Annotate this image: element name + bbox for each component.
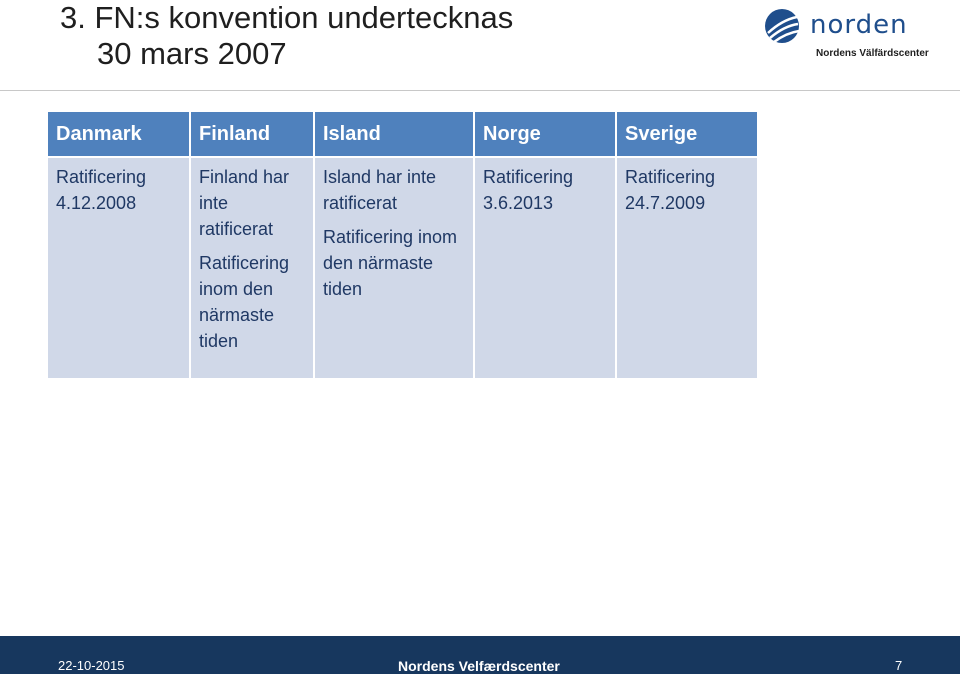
header-norge: Norge: [474, 112, 616, 157]
cell-sverige: [616, 157, 758, 378]
header-sverige: Sverige: [616, 112, 758, 157]
cell-danmark: [48, 157, 190, 378]
page-number: 7: [895, 658, 903, 673]
table-header-row: [48, 112, 758, 157]
footer-date: 22-10-2015: [58, 658, 125, 673]
slide-footer: [0, 636, 960, 674]
slide-title: [60, 0, 513, 72]
cell-finland: [190, 157, 314, 378]
ratification-table: [48, 112, 759, 378]
cell-text: Finland har inte ratificerat: [199, 167, 290, 239]
norden-logo: [764, 8, 944, 64]
cell-text: Ratificering inom den närmaste tiden: [199, 253, 290, 351]
header-finland: Finland: [190, 112, 314, 157]
cell-island: [314, 157, 474, 378]
header-danmark: Danmark: [48, 112, 190, 157]
header-divider: [0, 90, 960, 91]
title-line-2: 30 mars 2007: [97, 36, 287, 71]
header-island: Island: [314, 112, 474, 157]
logo-wordmark: norden: [810, 10, 908, 40]
cell-norge: [474, 157, 616, 378]
globe-icon: [764, 8, 800, 44]
cell-text: Ratificering 4.12.2008: [56, 167, 147, 213]
table-row: [48, 157, 758, 378]
title-line-1: 3. FN:s konvention undertecknas: [60, 0, 514, 35]
cell-text: Ratificering 3.6.2013: [483, 167, 574, 213]
footer-organization: Nordens Velfærdscenter: [398, 658, 560, 674]
cell-text: Island har inte ratificerat: [323, 167, 437, 213]
cell-text: Ratificering 24.7.2009: [625, 167, 716, 213]
cell-text: Ratificering inom den närmaste tiden: [323, 227, 458, 299]
logo-subtitle: Nordens Välfärdscenter: [816, 48, 929, 59]
